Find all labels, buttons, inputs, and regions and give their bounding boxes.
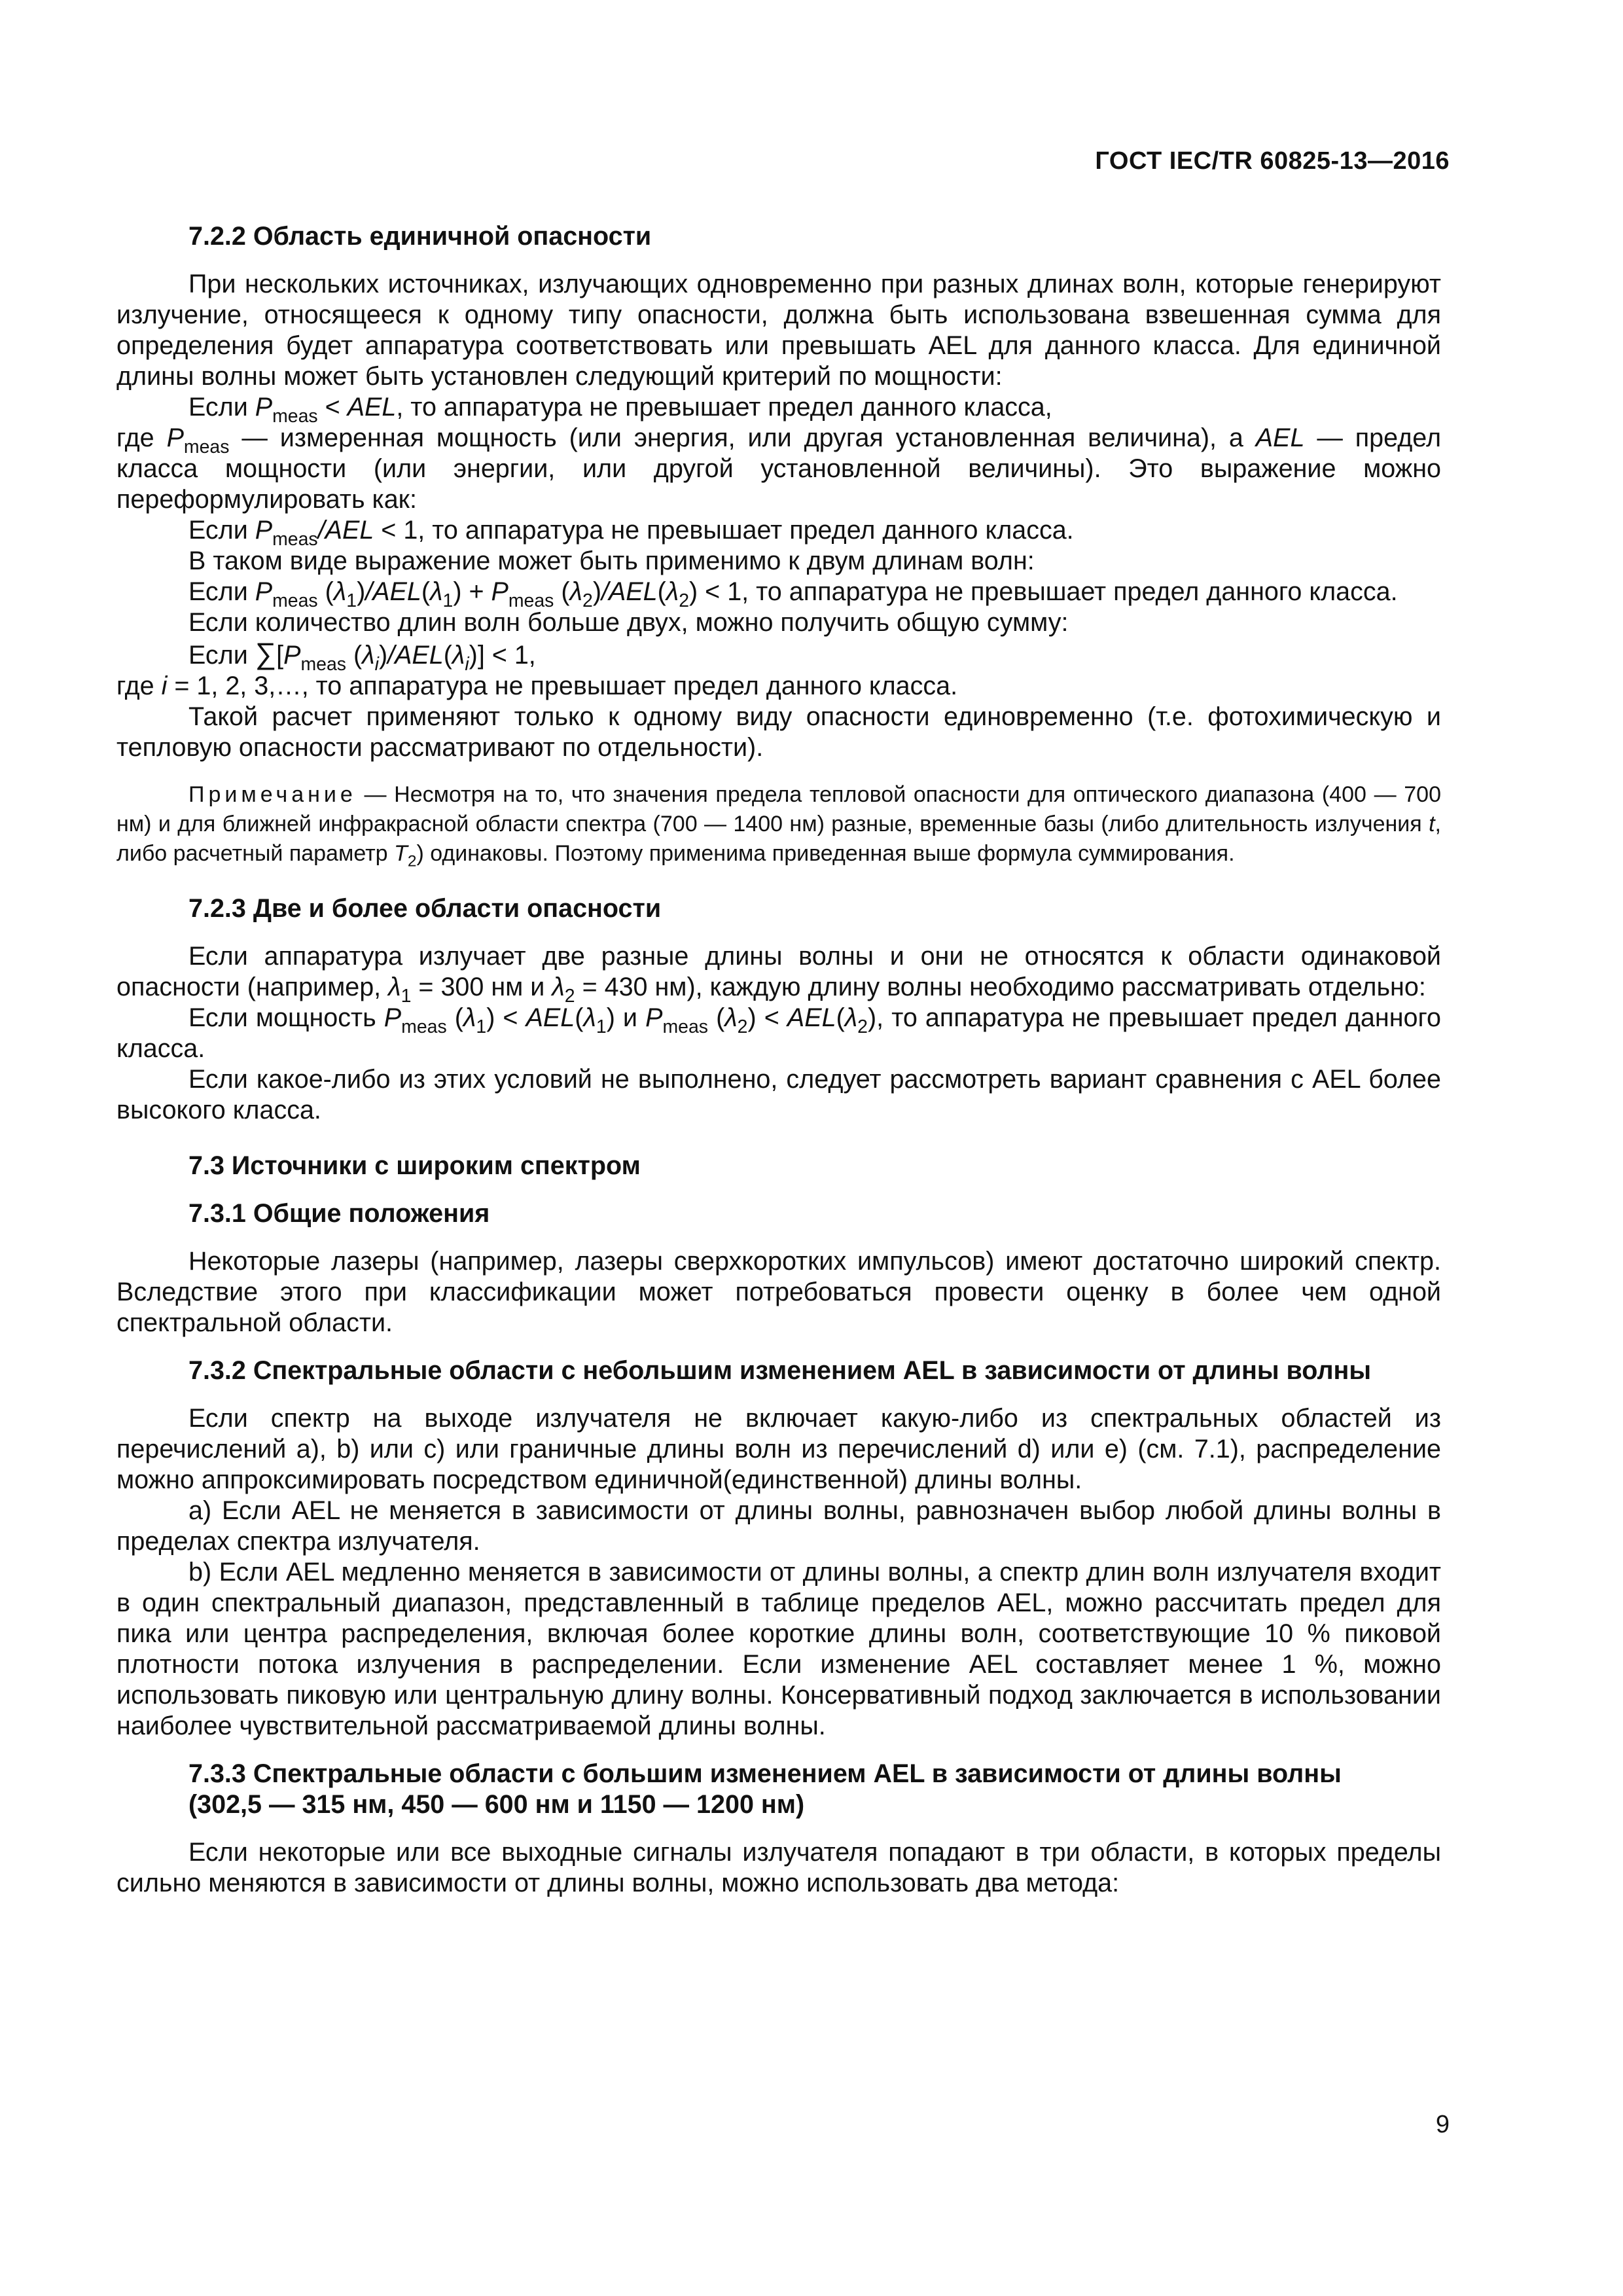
criterion-line: Если $\sum[P_{meas}$ $(\lambda_i)/AEL(\lambda_i)] < 1$, bbox=[188, 637, 536, 675]
paragraph: Такой расчет применяют только к одному виду опасности единовременно (т.е. фотохимическую и тепловую опасности рассматривают по отдельности). bbox=[116, 702, 1441, 762]
section-heading-7-3-1: 7.3.1 Общие положения bbox=[188, 1199, 490, 1228]
paragraph: Если какое-либо из этих условий не выполнено, следует рассмотреть вариант сравнения с AEL более высокого класса. bbox=[116, 1065, 1441, 1124]
paragraph: Некоторые лазеры (например, лазеры сверхкоротких импульсов) имеют достаточно широкий спектр. Вследствие этого при классификации может потребоваться провести оценку в более чем одной спектральной области. bbox=[116, 1247, 1441, 1337]
paragraph: Если аппаратура излучает две разные длины волны и они не относятся к области одинаковой опасности (например, $\lambda_1 = 300$ нм и $\lambda_2 = 430$ нм), каждую длину волны необходимо рассматривать отдельно: bbox=[116, 942, 1441, 1007]
criterion-line: Если $P_{meas}$ $(\lambda_1)/AEL(\lambda_1) + P_{meas}$ $(\lambda_2)/AEL(\lambda_2) < 1$, то аппаратура не превышает предел данного класса. bbox=[188, 577, 1398, 611]
note: Примечание — Несмотря на то, что значения предела тепловой опасности для оптического диапазона (400 — 700 нм) и для ближней инфракрасной области спектра (700 — 1400 нм) разные, временные базы (либо длительность излучения t, либо расчетный параметр $T_2$) одинаковы. Поэтому применима приведенная выше формула суммирования. bbox=[116, 782, 1441, 870]
definition-paragraph: где i = 1, 2, 3,…, то аппаратура не превышает предел данного класса. bbox=[116, 672, 958, 700]
paragraph: При нескольких источниках, излучающих одновременно при разных длинах волн, которые генерируют излучение, относящееся к одному типу опасности, должна быть использована взвешенная сумма для определения будет аппаратура соответствовать или превышать AEL для данного класса. Для единичной длины волны может быть установлен следующий критерий по мощности: bbox=[116, 270, 1441, 391]
standard-designation: ГОСТ IEC/TR 60825-13—2016 bbox=[1095, 147, 1450, 175]
section-heading-7-3: 7.3 Источники с широким спектром bbox=[188, 1151, 641, 1180]
paragraph: Если некоторые или все выходные сигналы излучателя попадают в три области, в которых пределы сильно меняются в зависимости от длины волны, можно использовать два метода: bbox=[116, 1838, 1441, 1897]
page-body bbox=[116, 221, 1441, 1899]
note-label: Примечание bbox=[188, 782, 357, 807]
paragraph: Если количество длин волн больше двух, можно получить общую сумму: bbox=[188, 608, 1069, 637]
list-item-a: a) Если AEL не меняется в зависимости от длины волны, равнозначен выбор любой длины волны в пределах спектра излучателя. bbox=[116, 1496, 1441, 1556]
section-heading-7-3-2: 7.3.2 Спектральные области с небольшим изменением AEL в зависимости от длины волны bbox=[188, 1356, 1372, 1385]
criterion-line: Если мощность $P_{meas}$ $(\lambda_1) < AEL(\lambda_1)$ и $P_{meas}$ $(\lambda_2) < AEL(\lambda_2)$, то аппаратура не превышает предел данного класса. bbox=[116, 1003, 1442, 1063]
criterion-line: Если $P_{meas}$/AEL < 1, то аппаратура не превышает предел данного класса. bbox=[188, 516, 1074, 550]
section-heading-7-3-3: 7.3.3 Спектральные области с большим изменением AEL в зависимости от длины волны (302,5 — 315 нм, 450 — 600 нм и 1150 — 1200 нм) bbox=[188, 1759, 1342, 1819]
page-number: 9 bbox=[1435, 2111, 1450, 2138]
section-heading-7-2-3: 7.2.3 Две и более области опасности bbox=[188, 894, 662, 923]
list-item-b: b) Если AEL медленно меняется в зависимости от длины волны, а спектр длин волн излучателя входит в один спектральный диапазон, представленный в таблице пределов AEL, можно рассчитать предел для пика или центра распределения, включая более короткие длины волн, соответствующие 10 % пиковой плотности потока излучения в распределении. Если изменение AEL составляет менее 1 %, можно использовать пиковую или центральную длину волны. Консервативный подход заключается в использовании наиболее чувствительной рассматриваемой длины волны. bbox=[116, 1558, 1441, 1740]
paragraph: Если спектр на выходе излучателя не включает какую-либо из спектральных областей из перечислений a), b) или c) или граничные длины волн из перечислений d) или e) (см. 7.1), распределение можно аппроксимировать посредством единичной(единственной) длины волны. bbox=[116, 1404, 1441, 1494]
section-heading-7-2-2: 7.2.2 Область единичной опасности bbox=[188, 222, 652, 251]
criterion-line: Если $P_{meas}$ < AEL, то аппаратура не превышает предел данного класса, bbox=[188, 393, 1052, 427]
paragraph: В таком виде выражение может быть применимо к двум длинам волн: bbox=[188, 547, 1035, 575]
definition-paragraph: где $P_{meas}$ — измеренная мощность (или энергия, или другая установленная величина), а AEL — предел класса мощности (или энергии, или другой установленной величины). Это выражение можно переформулировать как: bbox=[116, 423, 1441, 514]
